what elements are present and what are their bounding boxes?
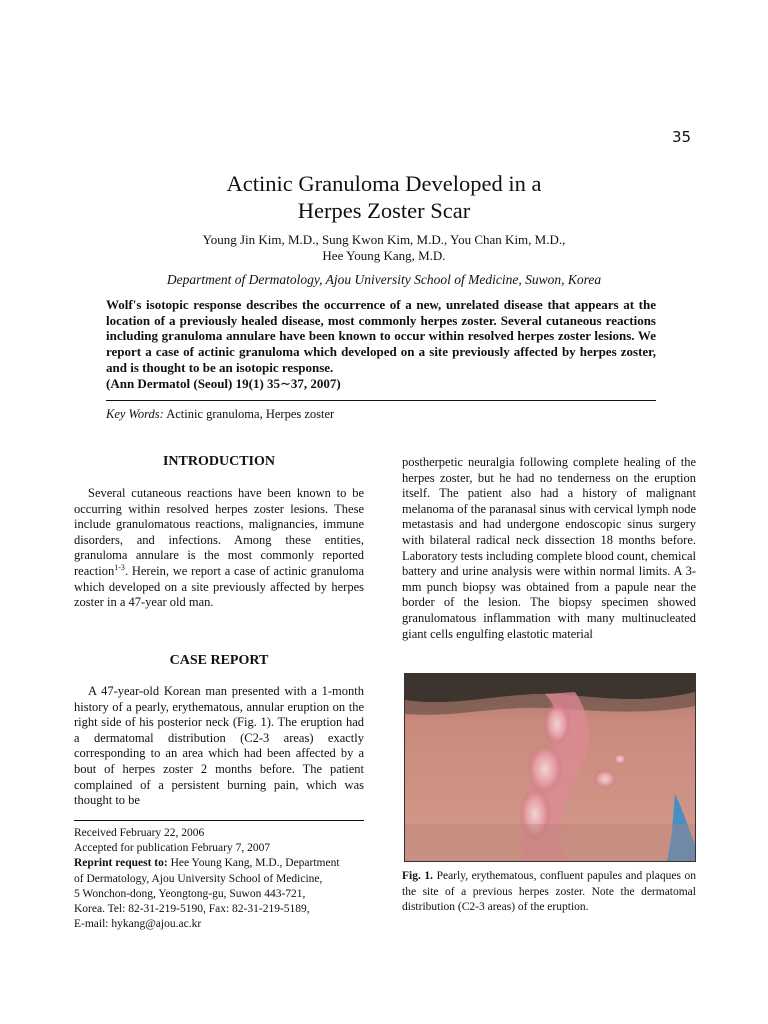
reprint-label: Reprint request to: (74, 857, 168, 870)
received-date: Received February 22, 2006 (74, 827, 205, 839)
abstract-citation: (Ann Dermatol (Seoul) 19(1) 35∼37, 2007) (106, 375, 341, 391)
figure-caption (402, 869, 696, 916)
footnote (74, 826, 364, 932)
figure-label: Fig. 1. (402, 870, 434, 882)
title-line-1: Actinic Granuloma Developed in a (226, 171, 542, 196)
case-report-body (74, 684, 364, 809)
clinical-photo-figure (404, 673, 696, 862)
reference-marker: 1-3 (114, 562, 125, 572)
keywords (106, 407, 334, 422)
case-report-continued-text: postherpetic neuralgia following complete healing of the herpes zoster, but he had no tenderness on the eruption itself. The patient also had a history of malignant melanoma of the paranasal sinus with cervical lymph node metastasis and had undergone endoscopic sinus surgery with bilateral radical neck dissection 18 months before. Laboratory tests including complete blood count, chemical battery and urine analysis were within normal limits. A 3-mm punch biopsy was obtained from a papule near the border of the lesion. The biopsy specimen showed granulomatous inflammation with many multinucleated giant cells engulfing elastotic material (402, 455, 697, 641)
footnote-divider (74, 820, 364, 821)
keywords-label: Key Words: (106, 407, 164, 421)
introduction-body (74, 486, 364, 611)
authors-line-1: Young Jin Kim, M.D., Sung Kwon Kim, M.D., You Chan Kim, M.D., (202, 232, 566, 247)
reprint-line-3: 5 Wonchon-dong, Yeongtong-gu, Suwon 443-721, (74, 887, 306, 900)
abstract-divider (106, 400, 656, 401)
case-report-heading: CASE REPORT (169, 653, 269, 668)
introduction-text-a: Several cutaneous reactions have been known to be occurring within resolved herpes zoster lesions. These include granulomatous reactions, malignancies, immune disorders, and infections. Among these entities, granuloma annulare is the most commonly reported reaction (74, 486, 364, 578)
case-report-text: A 47-year-old Korean man presented with a 1-month history of a pearly, erythematous, annular eruption on the right side of his posterior neck (Fig. 1). The eruption had a dermatomal distribution (C2-3 areas) exactly corresponding to an area which had been affected by a bout of herpes zoster 2 months before. The patient complained of a persistent burning pain, which was thought to be (74, 684, 364, 808)
introduction-text-b: . Herein, we report a case of actinic granuloma which developed on a site previously affected by herpes zoster in a 47-year old man. (74, 563, 364, 610)
reprint-line-2: of Dermatology, Ajou University School of Medicine, (74, 872, 323, 885)
introduction-heading: INTRODUCTION (162, 454, 275, 469)
reprint-line-4: Korea. Tel: 82-31-219-5190, Fax: 82-31-219-5189, (74, 903, 310, 916)
authors-line-2: Hee Young Kang, M.D. (322, 248, 446, 263)
title-line-2: Herpes Zoster Scar (297, 198, 471, 223)
reprint-line-1: Hee Young Kang, M.D., Department (167, 857, 340, 870)
page-number: 35 (672, 128, 692, 146)
case-report-continued (402, 455, 696, 642)
reprint-line-5: E-mail: hykang@ajou.ac.kr (74, 918, 202, 931)
author-list (0, 232, 768, 264)
abstract-text: Wolf's isotopic response describes the occurrence of a new, unrelated disease that appears at the location of a previously healed disease, most commonly herpes zoster. Several cutaneous reactions including granuloma annulare have been known to occur within resolved herpes zoster lesions. We report a case of actinic granuloma which developed on a site previously affected by herpes zoster, and is thought to be an isotopic response. (106, 297, 656, 375)
affiliation: Department of Dermatology, Ajou University School of Medicine, Suwon, Korea (166, 272, 602, 287)
keywords-value: Actinic granuloma, Herpes zoster (166, 407, 335, 421)
accepted-date: Accepted for publication February 7, 2007 (74, 842, 271, 855)
neck-photo-image (405, 674, 695, 861)
abstract (106, 297, 656, 391)
figure-caption-text: Pearly, erythematous, confluent papules and plaques on the site of a previous herpes zoster. Note the dermatomal distribution (C2-3 areas) of the eruption. (402, 870, 696, 914)
article-title (0, 170, 768, 224)
